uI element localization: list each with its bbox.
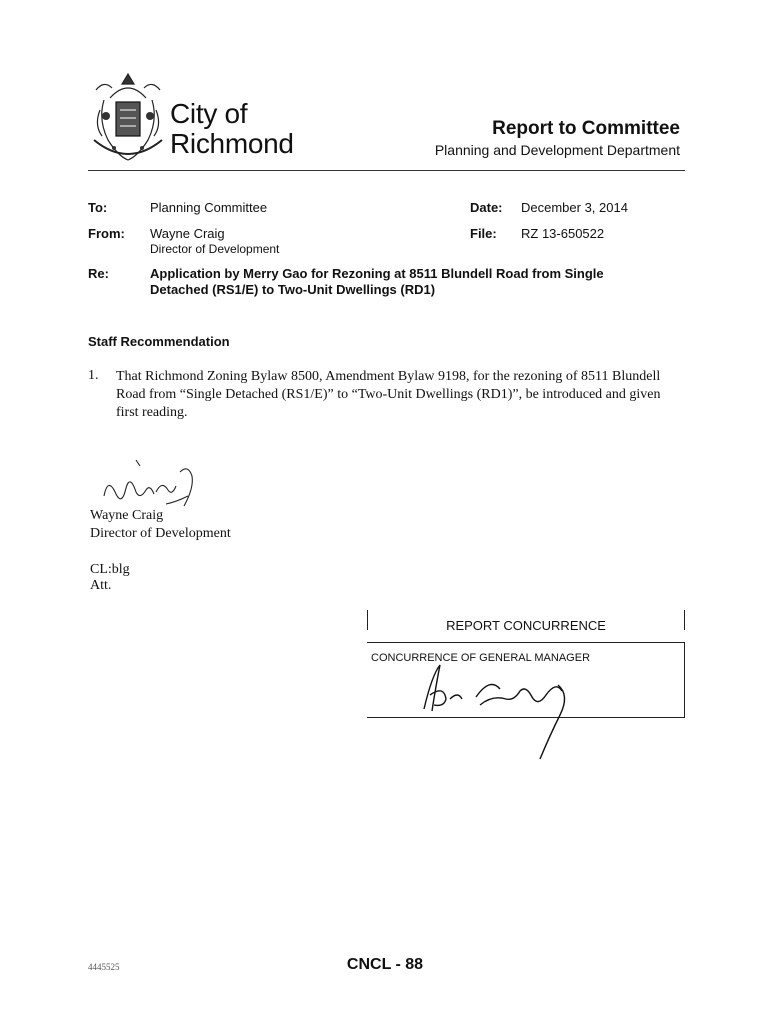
general-manager-signature-icon xyxy=(410,655,590,765)
re-subject: Application by Merry Gao for Rezoning at 8511 Blundell Road from Single Detached (RS1/E) to Two-Unit Dwellings (RD1) xyxy=(150,266,604,297)
from-name: Wayne Craig xyxy=(150,226,225,241)
to-value: Planning Committee xyxy=(150,200,268,215)
recommendation-number: 1. xyxy=(88,368,99,383)
recommendation-text: That Richmond Zoning Bylaw 8500, Amendment Bylaw 9198, for the rezoning of 8511 Blundell Road from “Single Detached (RS1/E)” to “Two-Unit Dwellings (RD1)”, be introduced and given first reading. xyxy=(116,369,661,420)
author-initials: CL:blg xyxy=(90,562,130,577)
signer-name: Wayne Craig xyxy=(90,508,164,523)
date-value: December 3, 2014 xyxy=(521,200,628,215)
file-label: File: xyxy=(470,226,497,241)
date-label: Date: xyxy=(470,200,503,215)
concurrence-gm-label: CONCURRENCE OF GENERAL MANAGER xyxy=(371,652,591,664)
file-value: RZ 13-650522 xyxy=(521,226,605,241)
city-crest-icon xyxy=(90,70,166,164)
header-divider xyxy=(88,170,685,171)
from-title: Director of Development xyxy=(150,242,280,256)
concurrence-title: REPORT CONCURRENCE xyxy=(446,618,606,633)
recommendation-heading: Staff Recommendation xyxy=(88,334,230,349)
page-code: CNCL - 88 xyxy=(346,956,424,973)
director-signature-icon xyxy=(96,456,226,516)
department-name: Planning and Development Department xyxy=(434,142,680,158)
city-name-line2: Richmond xyxy=(170,128,294,159)
report-title: Report to Committee xyxy=(492,118,680,139)
to-label: To: xyxy=(88,200,108,215)
attachment-note: Att. xyxy=(90,578,112,593)
document-number: 4445525 xyxy=(88,962,120,972)
signer-title: Director of Development xyxy=(90,526,231,541)
city-name-line1: City of xyxy=(170,98,248,129)
re-label: Re: xyxy=(88,266,109,281)
from-label: From: xyxy=(88,226,125,241)
